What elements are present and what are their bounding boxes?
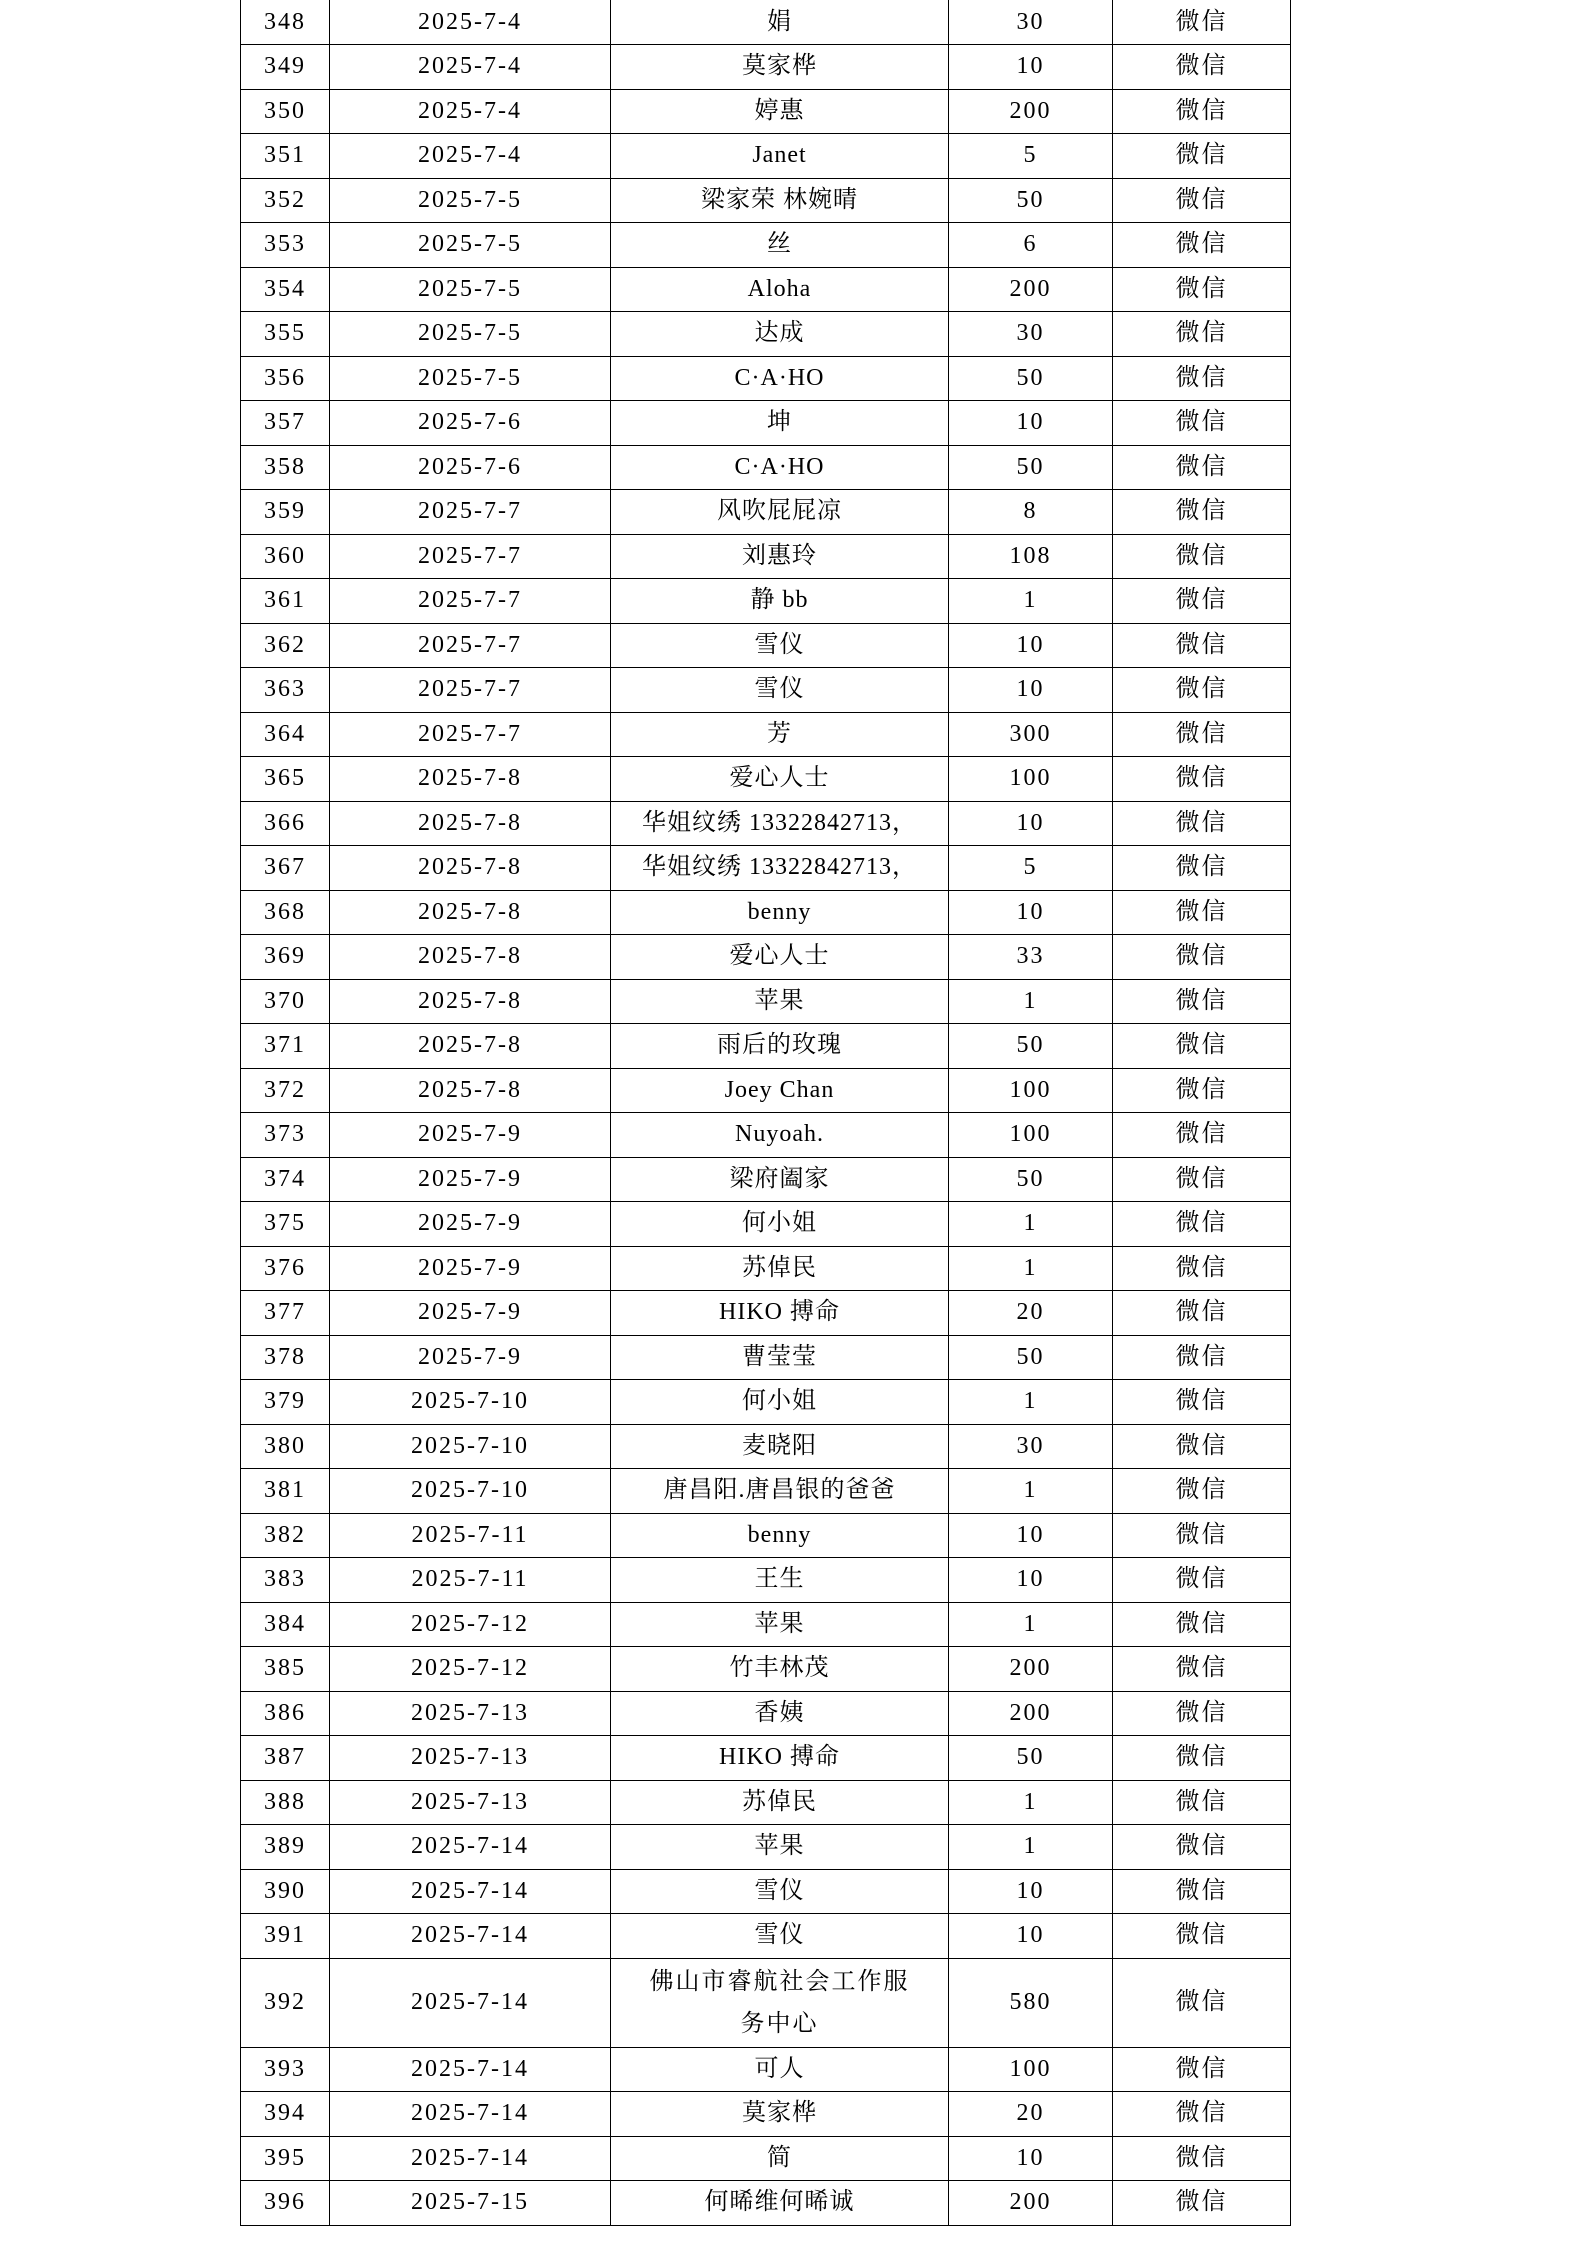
amount-cell: 50 xyxy=(949,356,1113,401)
amount-cell: 1 xyxy=(949,1780,1113,1825)
row-number-cell: 381 xyxy=(241,1469,330,1514)
donor-name-cell: 苏倬民 xyxy=(611,1780,949,1825)
row-number-cell: 351 xyxy=(241,134,330,179)
row-number-cell: 374 xyxy=(241,1157,330,1202)
date-cell: 2025-7-14 xyxy=(330,1958,611,2047)
payment-method-cell: 微信 xyxy=(1113,1113,1291,1158)
payment-method-cell: 微信 xyxy=(1113,2136,1291,2181)
date-cell: 2025-7-6 xyxy=(330,401,611,446)
payment-method-cell: 微信 xyxy=(1113,1736,1291,1781)
date-cell: 2025-7-14 xyxy=(330,1825,611,1870)
payment-method-cell: 微信 xyxy=(1113,490,1291,535)
row-number-cell: 348 xyxy=(241,0,330,45)
amount-cell: 50 xyxy=(949,1335,1113,1380)
date-cell: 2025-7-5 xyxy=(330,267,611,312)
row-number-cell: 373 xyxy=(241,1113,330,1158)
row-number-cell: 385 xyxy=(241,1647,330,1692)
donor-name-cell: 坤 xyxy=(611,401,949,446)
table-row xyxy=(241,712,1291,757)
donor-name-cell: 王生 xyxy=(611,1558,949,1603)
row-number-cell: 380 xyxy=(241,1424,330,1469)
payment-method-cell: 微信 xyxy=(1113,0,1291,45)
payment-method-cell: 微信 xyxy=(1113,45,1291,90)
table-row xyxy=(241,1068,1291,1113)
payment-method-cell: 微信 xyxy=(1113,223,1291,268)
amount-cell: 30 xyxy=(949,1424,1113,1469)
amount-cell: 1 xyxy=(949,1202,1113,1247)
table-row xyxy=(241,134,1291,179)
payment-method-cell: 微信 xyxy=(1113,1691,1291,1736)
table-row xyxy=(241,757,1291,802)
amount-cell: 5 xyxy=(949,846,1113,891)
amount-cell: 1 xyxy=(949,1380,1113,1425)
payment-method-cell: 微信 xyxy=(1113,1469,1291,1514)
date-cell: 2025-7-7 xyxy=(330,579,611,624)
donor-name-cell: 香姨 xyxy=(611,1691,949,1736)
table-row xyxy=(241,1424,1291,1469)
date-cell: 2025-7-8 xyxy=(330,1024,611,1069)
amount-cell: 108 xyxy=(949,534,1113,579)
payment-method-cell: 微信 xyxy=(1113,134,1291,179)
payment-method-cell: 微信 xyxy=(1113,1558,1291,1603)
payment-method-cell: 微信 xyxy=(1113,1958,1291,2047)
donor-name-cell: 雪仪 xyxy=(611,623,949,668)
payment-method-cell: 微信 xyxy=(1113,623,1291,668)
table-row xyxy=(241,1513,1291,1558)
amount-cell: 20 xyxy=(949,1291,1113,1336)
table-row xyxy=(241,2047,1291,2092)
amount-cell: 50 xyxy=(949,178,1113,223)
amount-cell: 200 xyxy=(949,1691,1113,1736)
row-number-cell: 386 xyxy=(241,1691,330,1736)
date-cell: 2025-7-7 xyxy=(330,534,611,579)
donor-name-cell: HIKO 搏命 xyxy=(611,1291,949,1336)
date-cell: 2025-7-7 xyxy=(330,490,611,535)
row-number-cell: 360 xyxy=(241,534,330,579)
date-cell: 2025-7-12 xyxy=(330,1602,611,1647)
payment-method-cell: 微信 xyxy=(1113,1335,1291,1380)
date-cell: 2025-7-8 xyxy=(330,979,611,1024)
amount-cell: 1 xyxy=(949,979,1113,1024)
payment-method-cell: 微信 xyxy=(1113,1914,1291,1959)
payment-method-cell: 微信 xyxy=(1113,1780,1291,1825)
row-number-cell: 363 xyxy=(241,668,330,713)
amount-cell: 1 xyxy=(949,1469,1113,1514)
donor-name-cell: 华姐纹绣 13322842713， xyxy=(611,801,949,846)
table-row xyxy=(241,1202,1291,1247)
table-row xyxy=(241,89,1291,134)
payment-method-cell: 微信 xyxy=(1113,2092,1291,2137)
date-cell: 2025-7-14 xyxy=(330,2047,611,2092)
table-row xyxy=(241,1691,1291,1736)
donor-name-cell: 可人 xyxy=(611,2047,949,2092)
amount-cell: 50 xyxy=(949,1736,1113,1781)
donor-name-cell: 雪仪 xyxy=(611,1869,949,1914)
amount-cell: 100 xyxy=(949,1113,1113,1158)
table-row xyxy=(241,1024,1291,1069)
payment-method-cell: 微信 xyxy=(1113,935,1291,980)
amount-cell: 200 xyxy=(949,2181,1113,2226)
amount-cell: 8 xyxy=(949,490,1113,535)
row-number-cell: 384 xyxy=(241,1602,330,1647)
date-cell: 2025-7-14 xyxy=(330,1869,611,1914)
donation-table-body xyxy=(241,0,1291,2225)
table-row xyxy=(241,312,1291,357)
payment-method-cell: 微信 xyxy=(1113,1647,1291,1692)
amount-cell: 10 xyxy=(949,45,1113,90)
date-cell: 2025-7-13 xyxy=(330,1691,611,1736)
row-number-cell: 350 xyxy=(241,89,330,134)
table-row xyxy=(241,1246,1291,1291)
payment-method-cell: 微信 xyxy=(1113,846,1291,891)
table-row xyxy=(241,356,1291,401)
amount-cell: 20 xyxy=(949,2092,1113,2137)
amount-cell: 1 xyxy=(949,579,1113,624)
date-cell: 2025-7-4 xyxy=(330,89,611,134)
table-row xyxy=(241,801,1291,846)
date-cell: 2025-7-13 xyxy=(330,1780,611,1825)
table-row xyxy=(241,1469,1291,1514)
amount-cell: 10 xyxy=(949,1558,1113,1603)
payment-method-cell: 微信 xyxy=(1113,579,1291,624)
row-number-cell: 356 xyxy=(241,356,330,401)
payment-method-cell: 微信 xyxy=(1113,979,1291,1024)
payment-method-cell: 微信 xyxy=(1113,1024,1291,1069)
payment-method-cell: 微信 xyxy=(1113,1424,1291,1469)
payment-method-cell: 微信 xyxy=(1113,2047,1291,2092)
payment-method-cell: 微信 xyxy=(1113,668,1291,713)
row-number-cell: 370 xyxy=(241,979,330,1024)
amount-cell: 200 xyxy=(949,1647,1113,1692)
donor-name-cell: Janet xyxy=(611,134,949,179)
row-number-cell: 390 xyxy=(241,1869,330,1914)
date-cell: 2025-7-12 xyxy=(330,1647,611,1692)
amount-cell: 1 xyxy=(949,1246,1113,1291)
amount-cell: 10 xyxy=(949,801,1113,846)
table-row xyxy=(241,178,1291,223)
date-cell: 2025-7-9 xyxy=(330,1157,611,1202)
amount-cell: 33 xyxy=(949,935,1113,980)
row-number-cell: 391 xyxy=(241,1914,330,1959)
table-row xyxy=(241,1736,1291,1781)
donor-name-cell: 曹莹莹 xyxy=(611,1335,949,1380)
date-cell: 2025-7-13 xyxy=(330,1736,611,1781)
amount-cell: 10 xyxy=(949,1869,1113,1914)
table-row xyxy=(241,1780,1291,1825)
donor-name-cell: 佛山市睿航社会工作服务中心 xyxy=(611,1958,949,2047)
row-number-cell: 361 xyxy=(241,579,330,624)
date-cell: 2025-7-14 xyxy=(330,2092,611,2137)
amount-cell: 50 xyxy=(949,1157,1113,1202)
donor-name-cell: 达成 xyxy=(611,312,949,357)
donor-name-cell: 梁家荣 林婉晴 xyxy=(611,178,949,223)
donor-name-cell: HIKO 搏命 xyxy=(611,1736,949,1781)
donor-name-cell: 莫家桦 xyxy=(611,2092,949,2137)
payment-method-cell: 微信 xyxy=(1113,1513,1291,1558)
table-row xyxy=(241,2092,1291,2137)
date-cell: 2025-7-8 xyxy=(330,890,611,935)
row-number-cell: 377 xyxy=(241,1291,330,1336)
donor-name-cell: benny xyxy=(611,890,949,935)
row-number-cell: 365 xyxy=(241,757,330,802)
row-number-cell: 378 xyxy=(241,1335,330,1380)
amount-cell: 50 xyxy=(949,445,1113,490)
payment-method-cell: 微信 xyxy=(1113,89,1291,134)
donor-name-cell: 竹丰林茂 xyxy=(611,1647,949,1692)
row-number-cell: 387 xyxy=(241,1736,330,1781)
row-number-cell: 394 xyxy=(241,2092,330,2137)
date-cell: 2025-7-9 xyxy=(330,1291,611,1336)
amount-cell: 100 xyxy=(949,757,1113,802)
table-row xyxy=(241,1602,1291,1647)
table-row xyxy=(241,223,1291,268)
donor-name-cell: Aloha xyxy=(611,267,949,312)
date-cell: 2025-7-14 xyxy=(330,1914,611,1959)
payment-method-cell: 微信 xyxy=(1113,312,1291,357)
date-cell: 2025-7-11 xyxy=(330,1513,611,1558)
date-cell: 2025-7-7 xyxy=(330,623,611,668)
donor-name-cell: 苹果 xyxy=(611,1602,949,1647)
table-row xyxy=(241,579,1291,624)
payment-method-cell: 微信 xyxy=(1113,1602,1291,1647)
donor-name-cell: 苏倬民 xyxy=(611,1246,949,1291)
date-cell: 2025-7-15 xyxy=(330,2181,611,2226)
row-number-cell: 364 xyxy=(241,712,330,757)
date-cell: 2025-7-11 xyxy=(330,1558,611,1603)
date-cell: 2025-7-7 xyxy=(330,668,611,713)
donor-name-cell: 婷惠 xyxy=(611,89,949,134)
amount-cell: 200 xyxy=(949,89,1113,134)
donor-name-cell: 芳 xyxy=(611,712,949,757)
table-row xyxy=(241,0,1291,45)
amount-cell: 1 xyxy=(949,1602,1113,1647)
row-number-cell: 379 xyxy=(241,1380,330,1425)
date-cell: 2025-7-6 xyxy=(330,445,611,490)
row-number-cell: 392 xyxy=(241,1958,330,2047)
payment-method-cell: 微信 xyxy=(1113,1157,1291,1202)
row-number-cell: 396 xyxy=(241,2181,330,2226)
donor-name-cell: 何小姐 xyxy=(611,1380,949,1425)
date-cell: 2025-7-5 xyxy=(330,178,611,223)
table-row xyxy=(241,668,1291,713)
table-row xyxy=(241,401,1291,446)
date-cell: 2025-7-8 xyxy=(330,1068,611,1113)
date-cell: 2025-7-14 xyxy=(330,2136,611,2181)
donor-name-cell: 爱心人士 xyxy=(611,757,949,802)
date-cell: 2025-7-8 xyxy=(330,935,611,980)
date-cell: 2025-7-9 xyxy=(330,1246,611,1291)
table-row xyxy=(241,45,1291,90)
payment-method-cell: 微信 xyxy=(1113,890,1291,935)
table-row xyxy=(241,1113,1291,1158)
donor-name-cell: 麦晓阳 xyxy=(611,1424,949,1469)
table-row xyxy=(241,490,1291,535)
table-row xyxy=(241,2136,1291,2181)
donor-name-cell: C·A·HO xyxy=(611,356,949,401)
payment-method-cell: 微信 xyxy=(1113,178,1291,223)
payment-method-cell: 微信 xyxy=(1113,534,1291,579)
table-row xyxy=(241,1825,1291,1870)
row-number-cell: 352 xyxy=(241,178,330,223)
table-row xyxy=(241,1157,1291,1202)
payment-method-cell: 微信 xyxy=(1113,2181,1291,2226)
table-row xyxy=(241,623,1291,668)
table-row xyxy=(241,1558,1291,1603)
row-number-cell: 372 xyxy=(241,1068,330,1113)
amount-cell: 300 xyxy=(949,712,1113,757)
table-row xyxy=(241,445,1291,490)
payment-method-cell: 微信 xyxy=(1113,267,1291,312)
donor-name-cell: 风吹屁屁凉 xyxy=(611,490,949,535)
date-cell: 2025-7-9 xyxy=(330,1202,611,1247)
table-row xyxy=(241,1335,1291,1380)
date-cell: 2025-7-10 xyxy=(330,1380,611,1425)
amount-cell: 30 xyxy=(949,312,1113,357)
date-cell: 2025-7-7 xyxy=(330,712,611,757)
payment-method-cell: 微信 xyxy=(1113,356,1291,401)
amount-cell: 100 xyxy=(949,1068,1113,1113)
amount-cell: 6 xyxy=(949,223,1113,268)
row-number-cell: 353 xyxy=(241,223,330,268)
donor-name-cell: 雨后的玫瑰 xyxy=(611,1024,949,1069)
date-cell: 2025-7-4 xyxy=(330,0,611,45)
row-number-cell: 354 xyxy=(241,267,330,312)
amount-cell: 10 xyxy=(949,668,1113,713)
row-number-cell: 389 xyxy=(241,1825,330,1870)
donor-name-cell: 华姐纹绣 13322842713， xyxy=(611,846,949,891)
donor-name-cell: 简 xyxy=(611,2136,949,2181)
row-number-cell: 388 xyxy=(241,1780,330,1825)
donor-name-cell: 刘惠玲 xyxy=(611,534,949,579)
payment-method-cell: 微信 xyxy=(1113,401,1291,446)
donor-name-cell: 何小姐 xyxy=(611,1202,949,1247)
date-cell: 2025-7-4 xyxy=(330,45,611,90)
payment-method-cell: 微信 xyxy=(1113,1246,1291,1291)
donor-name-cell: 丝 xyxy=(611,223,949,268)
row-number-cell: 366 xyxy=(241,801,330,846)
amount-cell: 100 xyxy=(949,2047,1113,2092)
amount-cell: 5 xyxy=(949,134,1113,179)
amount-cell: 10 xyxy=(949,1513,1113,1558)
donor-name-cell: 雪仪 xyxy=(611,668,949,713)
payment-method-cell: 微信 xyxy=(1113,1291,1291,1336)
table-row xyxy=(241,979,1291,1024)
row-number-cell: 395 xyxy=(241,2136,330,2181)
date-cell: 2025-7-9 xyxy=(330,1335,611,1380)
table-row xyxy=(241,846,1291,891)
amount-cell: 10 xyxy=(949,623,1113,668)
donation-table xyxy=(240,0,1291,2226)
payment-method-cell: 微信 xyxy=(1113,1869,1291,1914)
date-cell: 2025-7-5 xyxy=(330,356,611,401)
amount-cell: 580 xyxy=(949,1958,1113,2047)
date-cell: 2025-7-10 xyxy=(330,1469,611,1514)
row-number-cell: 362 xyxy=(241,623,330,668)
table-row xyxy=(241,534,1291,579)
donor-name-cell: Joey Chan xyxy=(611,1068,949,1113)
amount-cell: 10 xyxy=(949,401,1113,446)
table-row xyxy=(241,267,1291,312)
date-cell: 2025-7-5 xyxy=(330,312,611,357)
donor-name-cell: 娟 xyxy=(611,0,949,45)
row-number-cell: 393 xyxy=(241,2047,330,2092)
table-row xyxy=(241,2181,1291,2226)
table-row xyxy=(241,935,1291,980)
amount-cell: 10 xyxy=(949,1914,1113,1959)
donor-name-cell: benny xyxy=(611,1513,949,1558)
donor-name-cell: 唐昌阳.唐昌银的爸爸 xyxy=(611,1469,949,1514)
amount-cell: 200 xyxy=(949,267,1113,312)
row-number-cell: 367 xyxy=(241,846,330,891)
donor-name-cell: 静 bb xyxy=(611,579,949,624)
table-row xyxy=(241,1291,1291,1336)
donor-name-cell: 雪仪 xyxy=(611,1914,949,1959)
row-number-cell: 375 xyxy=(241,1202,330,1247)
row-number-cell: 382 xyxy=(241,1513,330,1558)
date-cell: 2025-7-8 xyxy=(330,757,611,802)
row-number-cell: 371 xyxy=(241,1024,330,1069)
date-cell: 2025-7-8 xyxy=(330,846,611,891)
row-number-cell: 368 xyxy=(241,890,330,935)
row-number-cell: 376 xyxy=(241,1246,330,1291)
donor-name-cell: 苹果 xyxy=(611,1825,949,1870)
table-row xyxy=(241,1647,1291,1692)
row-number-cell: 357 xyxy=(241,401,330,446)
donor-name-cell: 何晞维何晞诚 xyxy=(611,2181,949,2226)
table-row xyxy=(241,1958,1291,2047)
table-row xyxy=(241,1914,1291,1959)
amount-cell: 10 xyxy=(949,890,1113,935)
donor-name-cell: 爱心人士 xyxy=(611,935,949,980)
table-row xyxy=(241,1380,1291,1425)
date-cell: 2025-7-10 xyxy=(330,1424,611,1469)
payment-method-cell: 微信 xyxy=(1113,757,1291,802)
donor-name-cell: 梁府阖家 xyxy=(611,1157,949,1202)
donor-name-cell: C·A·HO xyxy=(611,445,949,490)
payment-method-cell: 微信 xyxy=(1113,1068,1291,1113)
date-cell: 2025-7-8 xyxy=(330,801,611,846)
row-number-cell: 359 xyxy=(241,490,330,535)
row-number-cell: 355 xyxy=(241,312,330,357)
amount-cell: 30 xyxy=(949,0,1113,45)
donor-name-cell: Nuyoah. xyxy=(611,1113,949,1158)
table-row xyxy=(241,1869,1291,1914)
row-number-cell: 358 xyxy=(241,445,330,490)
amount-cell: 10 xyxy=(949,2136,1113,2181)
payment-method-cell: 微信 xyxy=(1113,801,1291,846)
payment-method-cell: 微信 xyxy=(1113,1202,1291,1247)
row-number-cell: 369 xyxy=(241,935,330,980)
row-number-cell: 383 xyxy=(241,1558,330,1603)
amount-cell: 1 xyxy=(949,1825,1113,1870)
date-cell: 2025-7-4 xyxy=(330,134,611,179)
payment-method-cell: 微信 xyxy=(1113,1380,1291,1425)
date-cell: 2025-7-5 xyxy=(330,223,611,268)
date-cell: 2025-7-9 xyxy=(330,1113,611,1158)
table-row xyxy=(241,890,1291,935)
donor-name-cell: 莫家桦 xyxy=(611,45,949,90)
amount-cell: 50 xyxy=(949,1024,1113,1069)
payment-method-cell: 微信 xyxy=(1113,712,1291,757)
row-number-cell: 349 xyxy=(241,45,330,90)
donor-name-cell: 苹果 xyxy=(611,979,949,1024)
payment-method-cell: 微信 xyxy=(1113,445,1291,490)
payment-method-cell: 微信 xyxy=(1113,1825,1291,1870)
